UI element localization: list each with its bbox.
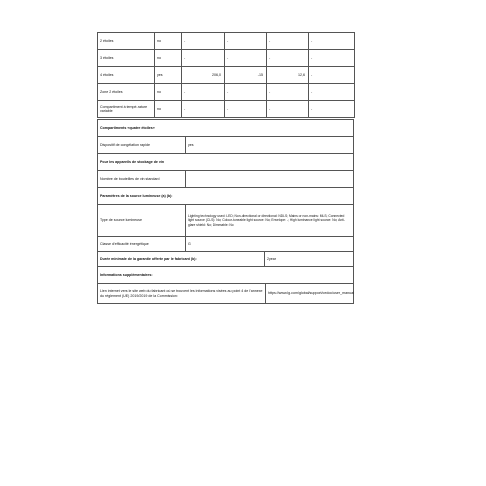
light-heading: Paramètres de la source lumineuse (a) (b): — [98, 188, 354, 205]
compartment-col4: - — [225, 101, 267, 118]
compartment-label: Compartiment à tempé-rature variable — [98, 101, 155, 118]
compartment-label: 3 étoiles — [98, 50, 155, 67]
compartment-col3: - — [182, 101, 225, 118]
compartment-col5: 12,6 — [267, 67, 309, 84]
fast-freeze-value: yes — [186, 137, 354, 154]
info-heading: Informations supplémentaires: — [98, 267, 354, 284]
compartment-col3: - — [182, 33, 225, 50]
compartment-table — [97, 32, 355, 118]
compartment-row — [98, 84, 355, 101]
light-section — [97, 187, 354, 267]
compartment-label: 4 étoiles — [98, 67, 155, 84]
compartment-col6: - — [309, 84, 355, 101]
compartment-col4: -15 — [225, 67, 267, 84]
compartment-col6: - — [309, 101, 355, 118]
wine-section — [97, 153, 354, 188]
light-type-value: Lighting technology used: LED; Non-directional or directional: NDLS; Mains or non-mains: MLS; Connected light source (CLS): No; Colour-tuneable light source: No; Envelope: -; High luminance light source: No; Anti-glare shield: No; Dimmable: No — [186, 205, 354, 237]
four-star-heading: Compartiments «quatre étoiles» — [98, 120, 354, 137]
energy-class-label: Classe d'efficacité énergétique — [98, 237, 186, 252]
compartment-col6: - — [309, 33, 355, 50]
compartment-flag: no — [155, 50, 182, 67]
compartment-col6: - — [309, 67, 355, 84]
info-link[interactable]: https://www.lg.com/global/support/cedoc/user_manual — [266, 284, 354, 304]
compartment-flag: no — [155, 101, 182, 118]
warranty-label: Durée minimale de la garantie offerte par le fabricant (b): — [98, 252, 265, 267]
compartment-row — [98, 33, 355, 50]
spec-sheet-page — [97, 32, 354, 303]
compartment-row — [98, 101, 355, 118]
info-section — [97, 266, 354, 304]
info-label: Lien internet vers le site web du fabricant où se trouvent les informations visées au point 4 de l'annexe du règlement (UE) 2019/2019 de la Commission: — [98, 284, 266, 304]
compartment-label: 2 étoiles — [98, 33, 155, 50]
compartment-col5: - — [267, 101, 309, 118]
compartment-flag: no — [155, 84, 182, 101]
compartment-col4: - — [225, 33, 267, 50]
energy-class-value: G — [186, 237, 354, 252]
compartment-row — [98, 50, 355, 67]
compartment-col3: - — [182, 50, 225, 67]
wine-heading: Pour les appareils de stockage de vin — [98, 154, 354, 171]
compartment-col5: - — [267, 50, 309, 67]
compartment-col5: - — [267, 33, 309, 50]
compartment-col6: - — [309, 50, 355, 67]
wine-bottles-value — [186, 171, 354, 188]
compartment-col4: - — [225, 84, 267, 101]
wine-bottles-label: Nombre de bouteilles de vin standard — [98, 171, 186, 188]
compartment-col5: - — [267, 84, 309, 101]
fast-freeze-label: Dispositif de congélation rapide — [98, 137, 186, 154]
warranty-value: 2year — [265, 252, 354, 267]
compartment-col3: 206,0 — [182, 67, 225, 84]
light-type-label: Type de source lumineuse — [98, 205, 186, 237]
compartment-flag: no — [155, 33, 182, 50]
compartment-col3: - — [182, 84, 225, 101]
compartment-label: Zone 2 étoiles — [98, 84, 155, 101]
four-star-section — [97, 119, 354, 154]
compartment-row — [98, 67, 355, 84]
compartment-col4: - — [225, 50, 267, 67]
compartment-flag: yes — [155, 67, 182, 84]
